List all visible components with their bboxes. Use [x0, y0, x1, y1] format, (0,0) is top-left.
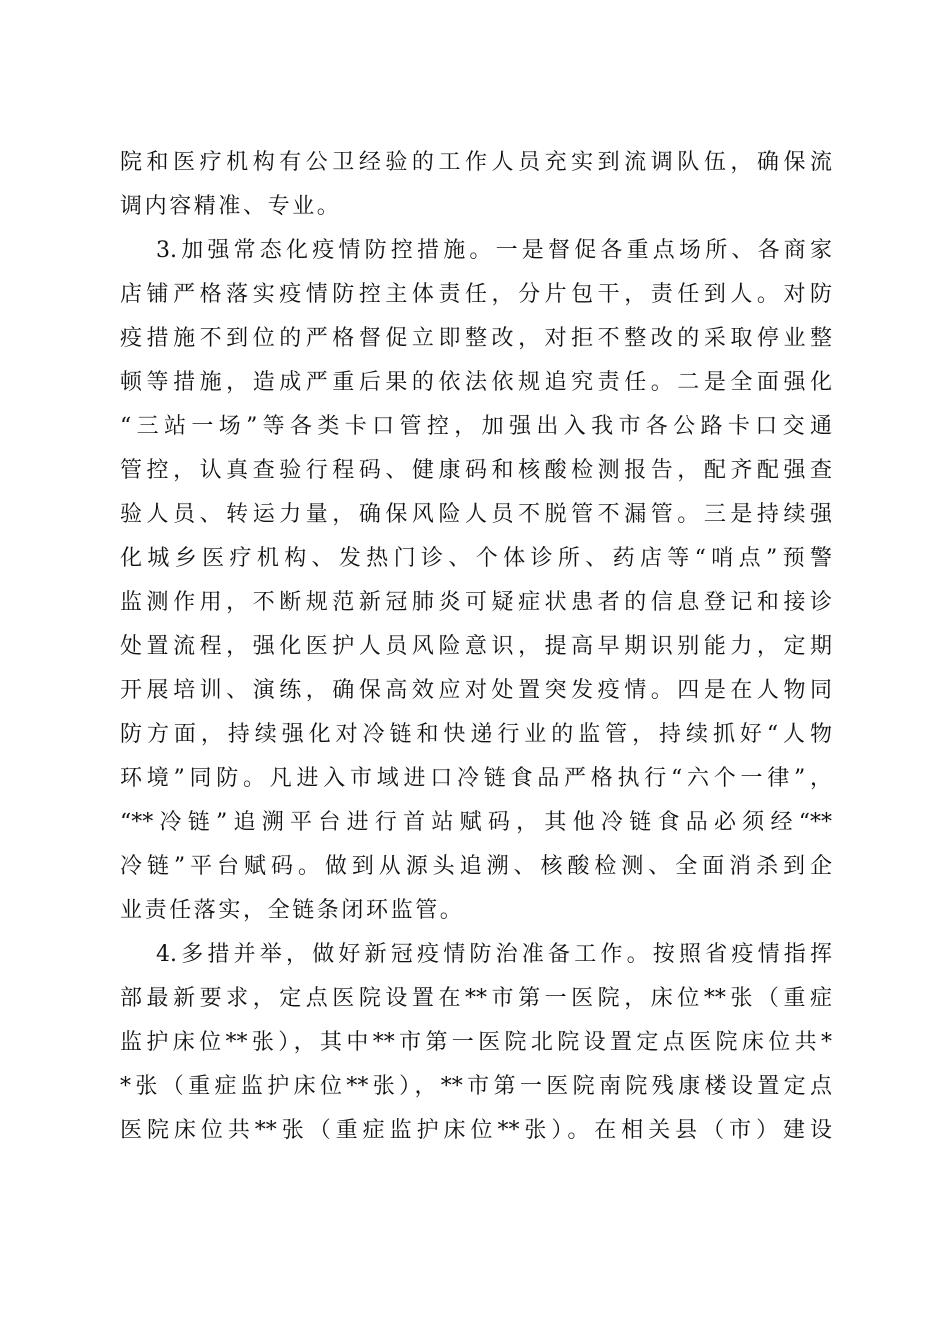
text-line: 开展培训、演练，确保高效应对处置突发疫情。四是在人物同 — [120, 678, 832, 703]
text-line: 院和医疗机构有公卫经验的工作人员充实到流调队伍，确保流 — [120, 150, 832, 175]
text-line: 业责任落实，全链条闭环监管。 — [120, 898, 465, 923]
text-line: “**冷链”追溯平台进行首站赋码，其他冷链食品必须经“** — [120, 810, 832, 835]
text-line: 防方面，持续强化对冷链和快递行业的监管，持续抓好“人物 — [120, 722, 832, 747]
text-line: 疫措施不到位的严格督促立即整改，对拒不整改的采取停业整 — [120, 326, 832, 351]
text-line: 顿等措施，造成严重后果的依法依规追究责任。二是全面强化 — [120, 370, 832, 395]
text-line: 环境”同防。凡进入市域进口冷链食品严格执行“六个一律”， — [120, 766, 832, 791]
paragraph-4-first-line: 4.多措并举，做好新冠疫情防治准备工作。按照省疫情指挥 — [156, 942, 832, 967]
paragraph-3-first-line: 3.加强常态化疫情防控措施。一是督促各重点场所、各商家 — [156, 238, 832, 263]
text-line: 验人员、转运力量，确保风险人员不脱管不漏管。三是持续强 — [120, 502, 832, 527]
text-line: 医院床位共**张（重症监护床位**张）。在相关县（市）建设 — [120, 1118, 832, 1143]
text-line: 部最新要求，定点医院设置在**市第一医院，床位**张（重症 — [120, 986, 832, 1011]
text-line: 店铺严格落实疫情防控主体责任，分片包干，责任到人。对防 — [120, 282, 832, 307]
text-line: 调内容精准、专业。 — [120, 194, 342, 219]
text-line: 监护床位**张），其中**市第一医院北院设置定点医院床位共* — [120, 1030, 832, 1055]
text-line: 化城乡医疗机构、发热门诊、个体诊所、药店等“哨点”预警 — [120, 546, 832, 571]
text-line: 处置流程，强化医护人员风险意识，提高早期识别能力，定期 — [120, 634, 832, 659]
text-line: 管控，认真查验行程码、健康码和核酸检测报告，配齐配强查 — [120, 458, 832, 483]
text-line: 冷链”平台赋码。做到从源头追溯、核酸检测、全面消杀到企 — [120, 854, 832, 879]
text-line: “三站一场”等各类卡口管控，加强出入我市各公路卡口交通 — [120, 414, 832, 439]
text-line: *张（重症监护床位**张），**市第一医院南院残康楼设置定点 — [120, 1074, 832, 1099]
text-line: 监测作用，不断规范新冠肺炎可疑症状患者的信息登记和接诊 — [120, 590, 832, 615]
